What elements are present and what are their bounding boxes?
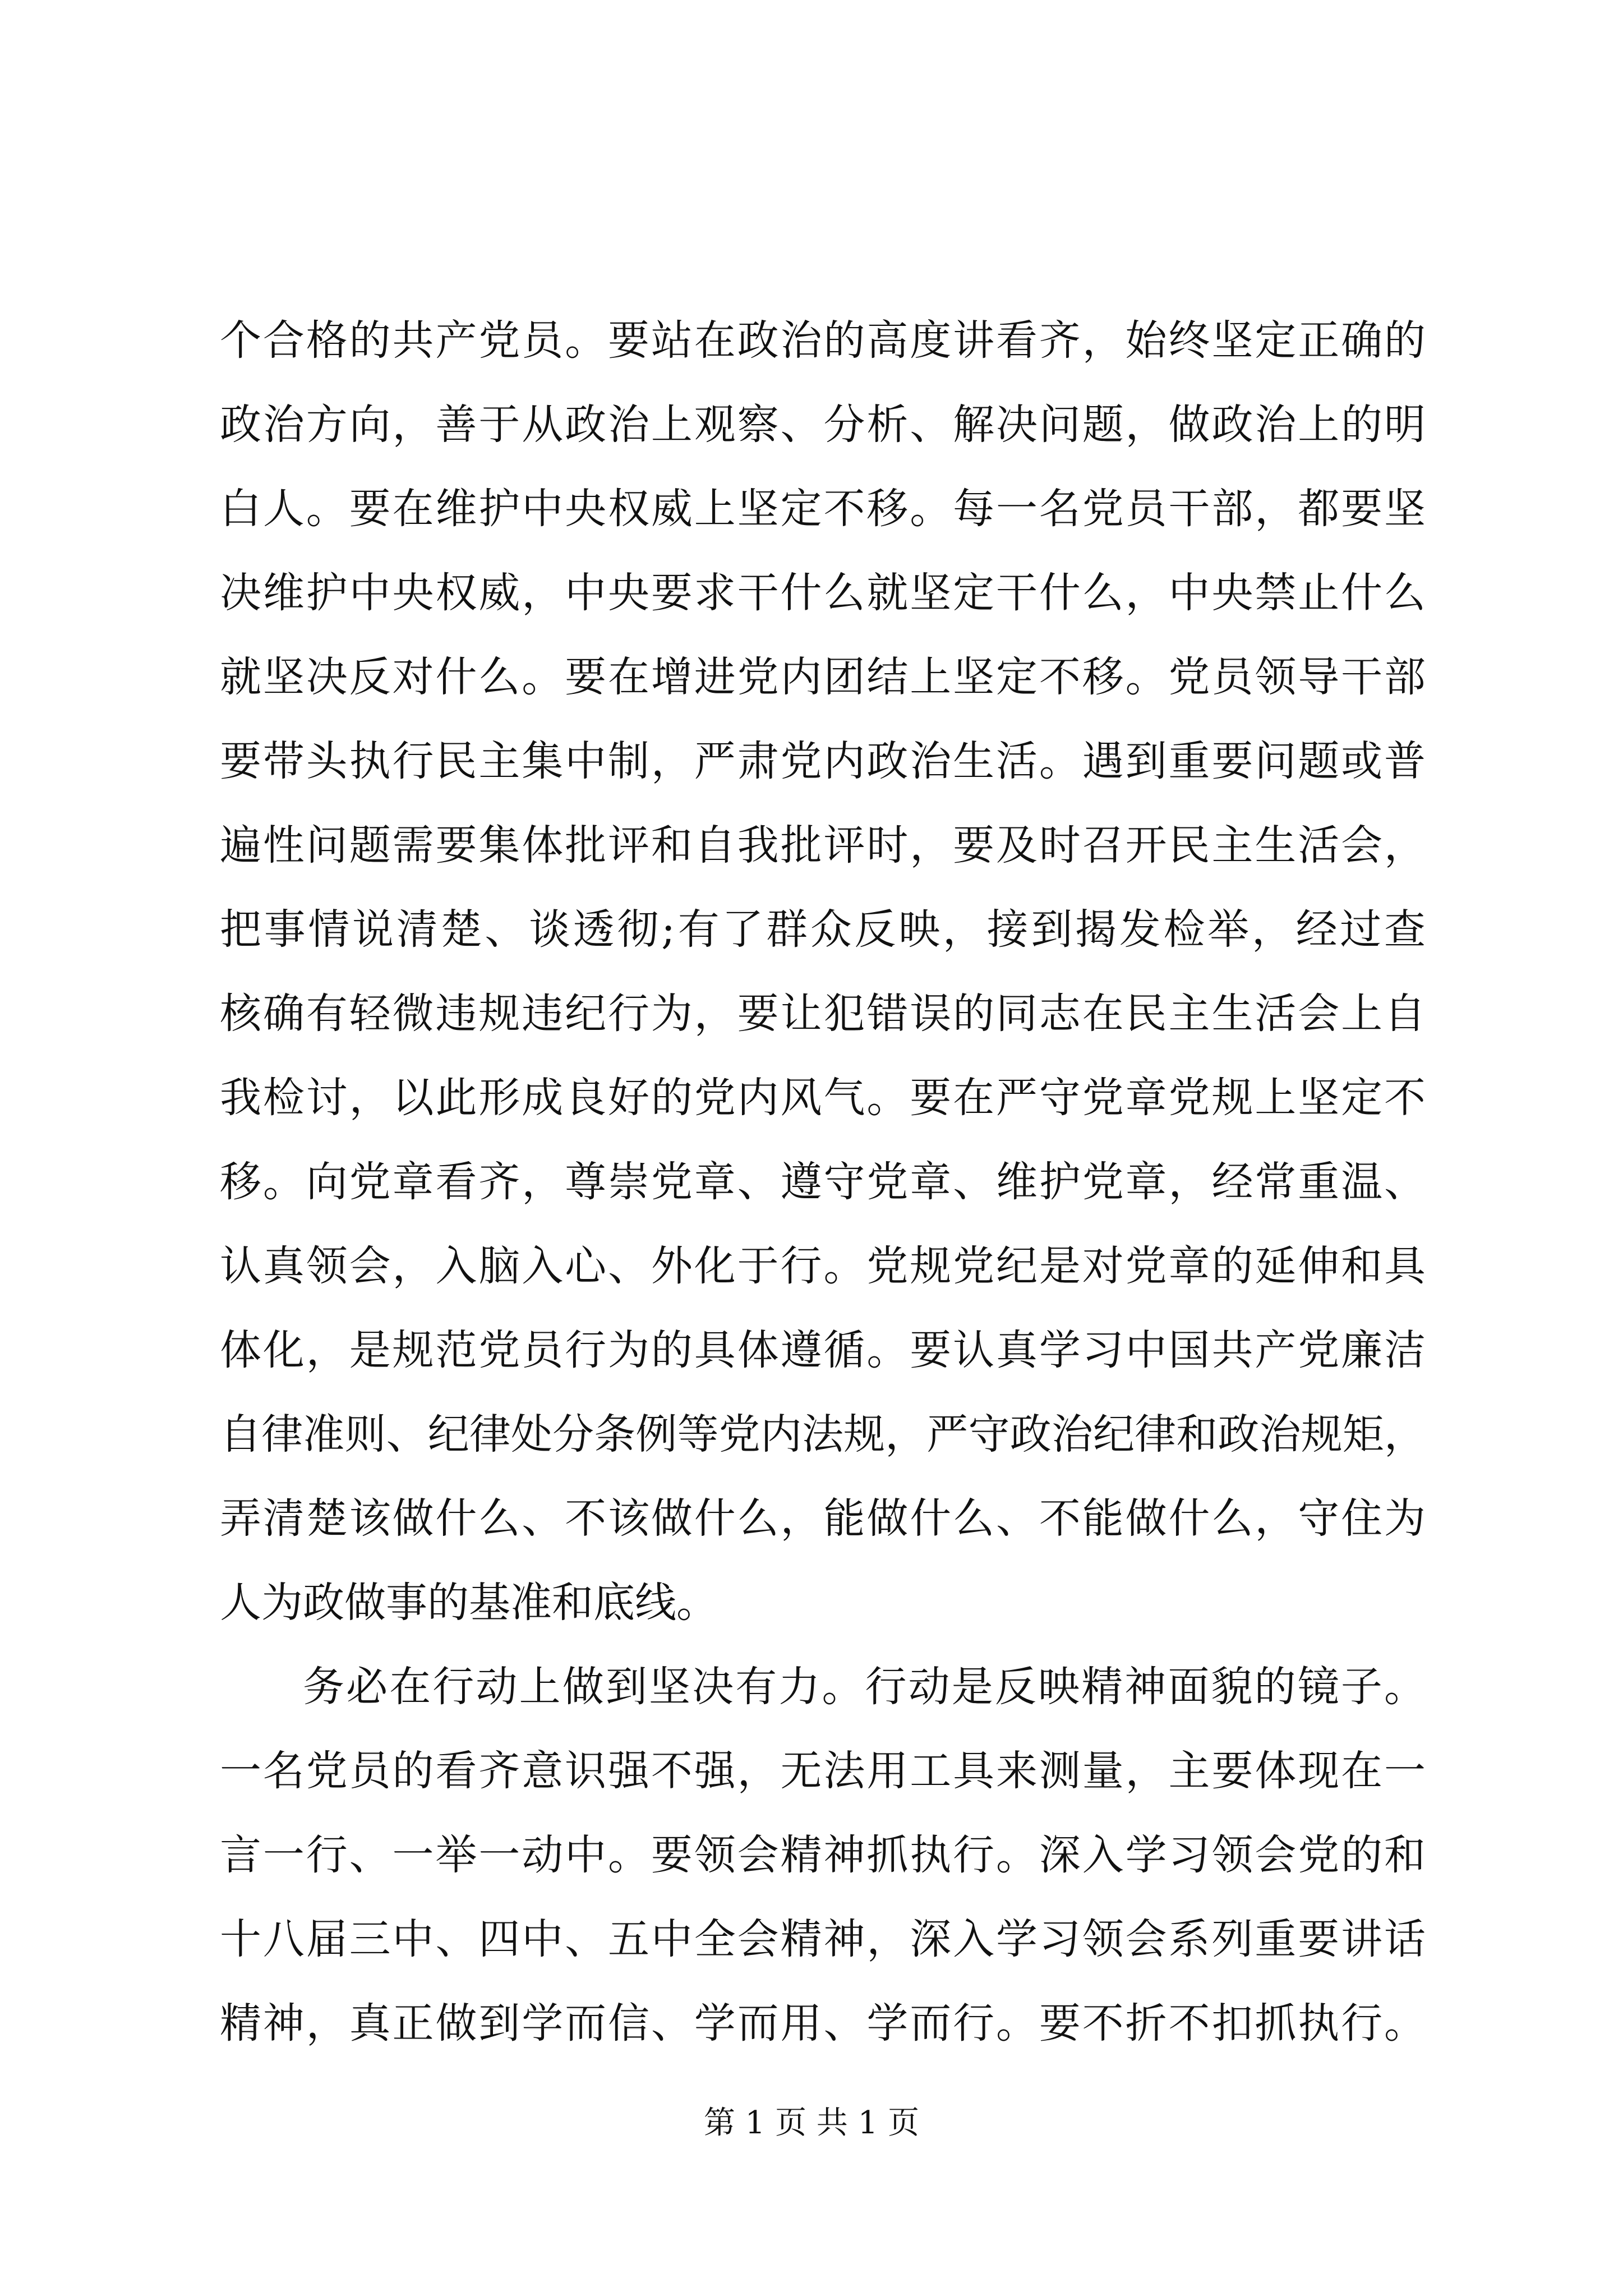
text-line: 决维护中央权威，中央要求干什么就坚定干什么，中央禁止什么 xyxy=(220,569,1426,617)
paragraph-2 xyxy=(220,1645,1426,2065)
text-line: 自律准则、纪律处分条例等党内法规，严守政治纪律和政治规矩， xyxy=(220,1410,1426,1458)
text-line: 人为政做事的基准和底线。 xyxy=(220,1579,718,1627)
text-line: 认真领会，入脑入心、外化于行。党规党纪是对党章的延伸和具 xyxy=(220,1242,1426,1290)
text-line: 把事情说清楚、谈透彻;有了群众反映，接到揭发检举，经过查 xyxy=(220,905,1426,954)
body-text xyxy=(220,298,1426,2065)
text-line: 弄清楚该做什么、不该做什么，能做什么、不能做什么，守住为 xyxy=(220,1494,1426,1543)
text-line: 移。向党章看齐，尊崇党章、遵守党章、维护党章，经常重温、 xyxy=(220,1158,1426,1206)
paragraph-1 xyxy=(220,298,1426,1645)
text-line: 个合格的共产党员。要站在政治的高度讲看齐，始终坚定正确的 xyxy=(220,316,1426,365)
text-line: 遍性问题需要集体批评和自我批评时，要及时召开民主生活会， xyxy=(220,821,1426,869)
text-line: 精神，真正做到学而信、学而用、学而行。要不折不扣抓执行。 xyxy=(220,1999,1426,2047)
text-line: 要带头执行民主集中制，严肃党内政治生活。遇到重要问题或普 xyxy=(220,737,1426,785)
text-line: 就坚决反对什么。要在增进党内团结上坚定不移。党员领导干部 xyxy=(220,653,1426,701)
text-line: 务必在行动上做到坚决有力。行动是反映精神面貌的镜子。 xyxy=(303,1663,1426,1711)
page-number: 第 1 页 共 1 页 xyxy=(703,2105,920,2141)
text-line: 一名党员的看齐意识强不强，无法用工具来测量，主要体现在一 xyxy=(220,1747,1426,1795)
page-footer xyxy=(0,2104,1623,2143)
text-line: 白人。要在维护中央权威上坚定不移。每一名党员干部，都要坚 xyxy=(220,485,1426,533)
text-line: 我检讨，以此形成良好的党内风气。要在严守党章党规上坚定不 xyxy=(220,1074,1426,1122)
text-line: 核确有轻微违规违纪行为，要让犯错误的同志在民主生活会上自 xyxy=(220,990,1426,1038)
text-line: 言一行、一举一动中。要领会精神抓执行。深入学习领会党的和 xyxy=(220,1831,1426,1879)
text-line: 政治方向，善于从政治上观察、分析、解决问题，做政治上的明 xyxy=(220,401,1426,449)
text-line: 十八届三中、四中、五中全会精神，深入学习领会系列重要讲话 xyxy=(220,1915,1426,1963)
text-line: 体化，是规范党员行为的具体遵循。要认真学习中国共产党廉洁 xyxy=(220,1326,1426,1374)
